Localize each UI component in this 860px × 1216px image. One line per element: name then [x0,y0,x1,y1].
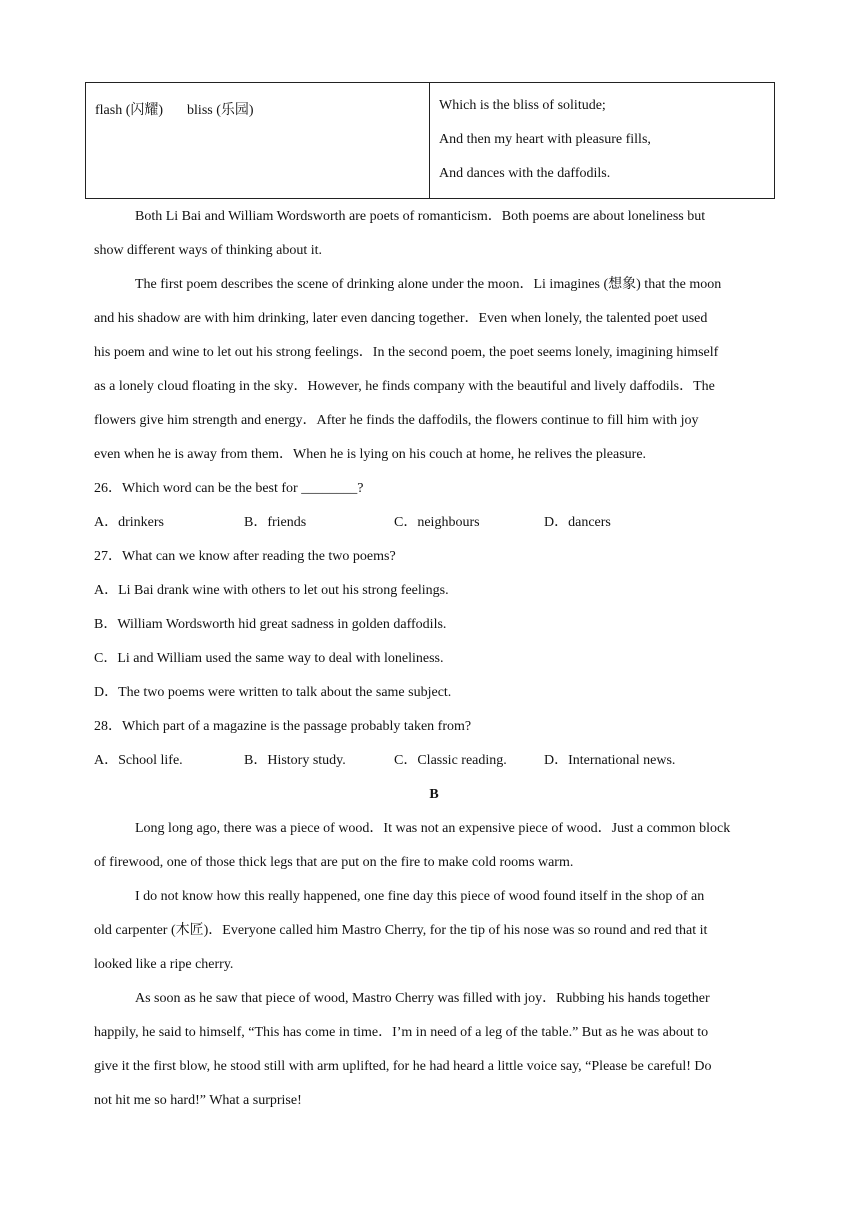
question-26-stem: 26．Which word can be the best for ________? [94,481,364,496]
paragraph-line: flowers give him strength and energy．After he finds the daffodils, the flowers continue to fill him with joy [94,413,699,428]
paragraph-line: as a lonely cloud floating in the sky．However, he finds company with the beautiful and lively daffodils．The [94,379,715,394]
paragraph-line: Long long ago, there was a piece of wood．It was not an expensive piece of wood．Just a common block [135,821,731,836]
question-26-options [94,506,774,540]
option-a: A．drinkers [94,515,164,530]
option-b: B．friends [244,515,307,530]
paragraph-line: and his shadow are with him drinking, later even dancing together．Even when lonely, the talented poet used [94,311,708,326]
option-a: A．Li Bai drank wine with others to let out his strong feelings. [94,583,449,598]
option-a: A．School life. [94,753,183,768]
poem-line: Which is the bliss of solitude; [439,98,606,113]
paragraph-line: looked like a ripe cherry. [94,957,234,972]
paragraph-line: old carpenter (木匠)．Everyone called him Mastro Cherry, for the tip of his nose was so round and red that it [94,923,708,938]
vocab-word: bliss (乐园) [187,103,254,118]
option-c: C．Li and William used the same way to deal with loneliness. [94,651,444,666]
question-27-stem: 27．What can we know after reading the two poems? [94,549,396,564]
paragraph-line: Both Li Bai and William Wordsworth are poets of romanticism．Both poems are about loneliness but [135,209,706,224]
paragraph-line: even when he is away from them．When he is lying on his couch at home, he relives the pleasure. [94,447,647,462]
option-c: C．Classic reading. [394,753,507,768]
option-b: B．History study. [244,753,346,768]
option-d: D．International news. [544,753,676,768]
option-b: B．William Wordsworth hid great sadness in golden daffodils. [94,617,447,632]
paragraph-line: of firewood, one of those thick legs that are put on the fire to make cold rooms warm. [94,855,574,870]
paragraph-line: his poem and wine to let out his strong feelings．In the second poem, the poet seems lonely, imagining himself [94,345,719,360]
question-28-options [94,744,774,778]
question-28-stem: 28．Which part of a magazine is the passage probably taken from? [94,719,472,734]
vocab-poem-table [85,82,775,199]
vocab-word: flash (闪耀) [95,103,164,118]
paragraph-line: not hit me so hard!” What a surprise! [94,1093,302,1108]
paragraph-line: give it the first blow, he stood still with arm uplifted, for he had heard a little voice say, “Please be careful! Do [94,1059,712,1074]
paragraph-line: I do not know how this really happened, one fine day this piece of wood found itself in the shop of an [135,889,705,904]
passage-a [94,200,774,1118]
vocab-cell [86,83,430,198]
section-b-heading: B [429,787,439,802]
poem-line: And then my heart with pleasure fills, [439,132,651,147]
option-d: D．dancers [544,515,611,530]
option-d: D．The two poems were written to talk about the same subject. [94,685,452,700]
paragraph-line: As soon as he saw that piece of wood, Mastro Cherry was filled with joy．Rubbing his hands together [135,991,710,1006]
paragraph-line: show different ways of thinking about it. [94,243,322,258]
poem-cell [430,83,774,198]
paragraph-line: The first poem describes the scene of drinking alone under the moon．Li imagines (想象) that the moon [135,277,722,292]
option-c: C．neighbours [394,515,480,530]
paragraph-line: happily, he said to himself, “This has come in time．I’m in need of a leg of the table.” But as he was about to [94,1025,709,1040]
poem-line: And dances with the daffodils. [439,166,611,181]
